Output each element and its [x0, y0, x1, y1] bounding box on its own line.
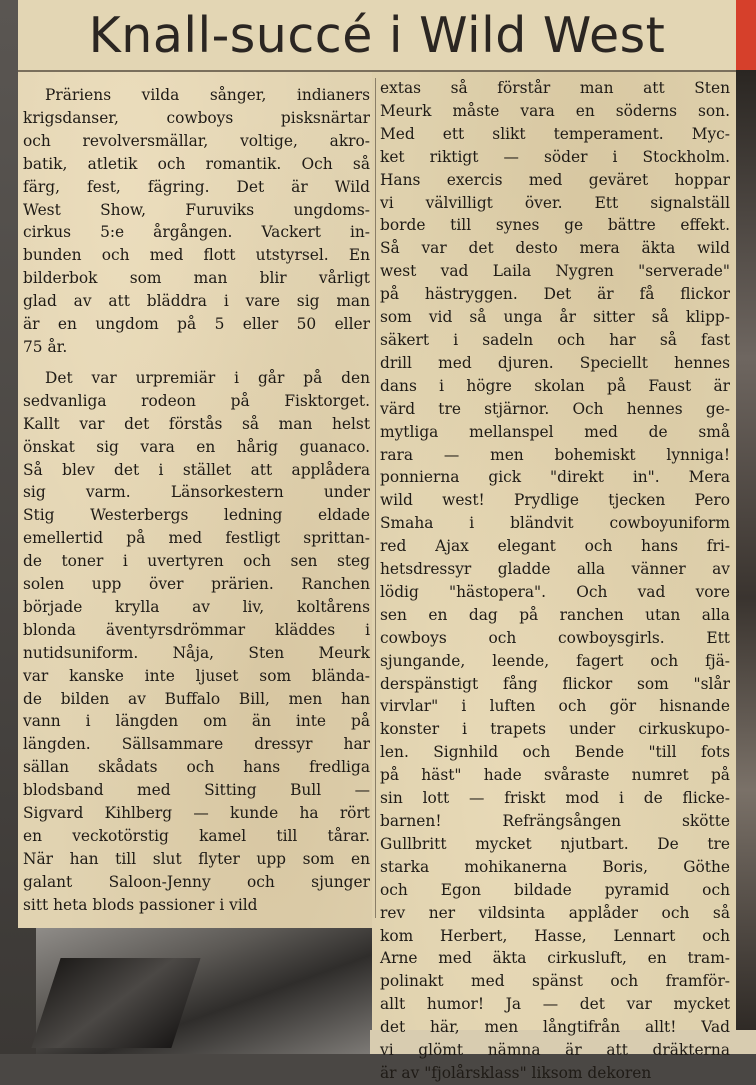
text-line: solen upp över prärien. Ranchen [23, 575, 370, 594]
text-line: blodsband med Sitting Bull — [23, 781, 370, 800]
headline: Knall-succé i Wild West [88, 6, 666, 64]
text-line: rara — men bohemiskt lynniga! [380, 445, 730, 464]
text-line: sjungande, leende, fagert och fjä- [380, 651, 730, 670]
text-line: bunden och med flott utstyrsel. En [23, 246, 370, 265]
text-line: nutidsuniform. Nåja, Sten Meurk [23, 643, 370, 662]
text-line: mytliga mellanspel med de små [380, 422, 730, 441]
text-line: färg, fest, fägring. Det är Wild [23, 177, 370, 196]
text-line: Så var det desto mera äkta wild [380, 239, 730, 258]
text-line: vann i längden om än inte på [23, 712, 370, 731]
text-line: vi glömt nämna är att dräkterna [380, 1041, 730, 1060]
text-line: blonda äventyrsdrömmar kläddes i [23, 620, 370, 639]
text-line: Med ett slikt temperament. Myc- [380, 124, 730, 143]
text-line: galant Saloon-Jenny och sjunger [23, 872, 370, 891]
text-line: polinakt med spänst och framför- [380, 972, 730, 991]
photo-edge-right [734, 70, 756, 1030]
text-line: 75 år. [23, 337, 68, 356]
text-line: West Show, Furuviks ungdoms- [23, 200, 370, 219]
paragraph-2 [23, 367, 370, 917]
text-line: bilderbok som man blir vårligt [23, 269, 370, 288]
text-line: Så blev det i stället att applådera [23, 460, 370, 479]
text-line: började krylla av liv, koltårens [23, 597, 370, 616]
text-line: Kallt var det förstås så man helst [23, 414, 370, 433]
text-line: var kanske inte ljuset som blända- [23, 666, 370, 685]
text-line: är av "fjolårsklass" liksom dekoren [380, 1063, 652, 1082]
text-line: glad av att bläddra i vare sig man [23, 292, 370, 311]
text-line: sitt heta blods passioner i vild [23, 895, 258, 914]
text-line: Gullbritt mycket njutbart. De tre [380, 834, 730, 853]
text-line: sen en dag på ranchen utan alla [380, 605, 730, 624]
text-line: starka mohikanerna Boris, Göthe [380, 857, 730, 876]
text-line: wild west! Prydlige tjecken Pero [380, 491, 730, 510]
text-line: rev ner vildsinta applåder och så [380, 903, 730, 922]
text-line: längden. Sällsammare dressyr har [23, 735, 370, 754]
article-column-right [380, 77, 730, 1085]
text-line: som vid så unga år sitter så klipp- [380, 308, 730, 327]
text-line: west vad Laila Nygren "serverade" [380, 262, 730, 281]
text-line: konster i trapets under cirkuskupo- [380, 720, 730, 739]
text-line: sig varm. Länsorkestern under [23, 483, 370, 502]
paragraph-1 [23, 84, 370, 359]
text-line: len. Signhild och Bende "till fots [380, 743, 730, 762]
text-line: säkert i sadeln och har så fast [380, 330, 730, 349]
headline-rule [18, 70, 736, 72]
text-line: Präriens vilda sånger, indianers [45, 86, 370, 104]
text-line: batik, atletik och romantik. Och så [23, 154, 370, 173]
text-line: Sigvard Kihlberg — kunde ha rört [23, 804, 370, 823]
text-line: virvlar" i luften och gör hisnande [380, 697, 730, 716]
text-line: Stig Westerbergs ledning eldade [23, 506, 370, 525]
text-line: barnen! Refrängsången skötte [380, 812, 730, 830]
text-line: allt humor! Ja — det var mycket [380, 995, 730, 1014]
text-line: på häst" hade svåraste numret på [380, 766, 730, 785]
text-line: När han till slut flyter upp som en [23, 849, 370, 868]
text-line: Smaha i bländvit cowboyuniform [380, 514, 730, 533]
text-line: och revolversmällar, voltige, akro- [23, 131, 370, 150]
text-line: lödig "hästopera". Och vad vore [380, 582, 730, 601]
red-paper-strip [734, 0, 756, 70]
text-line: krigsdanser, cowboys pisksnärtar [23, 108, 370, 127]
text-line: red Ajax elegant och hans fri- [380, 537, 730, 556]
text-line: sällan skådats och hans fredliga [23, 758, 370, 777]
text-line: de toner i uvertyren och sen steg [23, 552, 370, 571]
text-line: vi välvilligt över. Ett signalställ [380, 193, 730, 212]
text-line: hetsdressyr gladde alla vänner av [380, 560, 730, 579]
text-line: ket riktigt — söder i Stockholm. [380, 147, 730, 166]
text-line: värd tre stjärnor. Och hennes ge- [380, 399, 730, 418]
text-line: på hästryggen. Det är få flickor [380, 285, 730, 304]
text-line: extas så förstår man att Sten [380, 79, 730, 97]
text-line: drill med djuren. Speciellt hennes [380, 353, 730, 372]
text-line: cowboys och cowboysgirls. Ett [380, 628, 730, 647]
text-line: cirkus 5:e årgången. Vackert in- [23, 223, 370, 242]
text-line: det här, men långtifrån allt! Vad [380, 1018, 730, 1037]
text-line: Hans exercis med geväret hoppar [380, 170, 730, 189]
text-line: sin lott — friskt mod i de flicke- [380, 789, 730, 808]
text-line: sedvanliga rodeon på Fisktorget. [23, 391, 370, 410]
article-column-left [23, 84, 370, 917]
text-line: en veckotörstig kamel till tårar. [23, 827, 370, 845]
text-line: borde till synes ge bättre effekt. [380, 216, 730, 235]
text-line: ponnierna gick "direkt in". Mera [380, 468, 730, 487]
photo-bottom-left [36, 928, 372, 1054]
text-line: och Egon bildade pyramid och [380, 880, 730, 899]
text-line: dans i högre skolan på Faust är [380, 376, 730, 395]
text-line: Det var urpremiär i går på den [45, 368, 370, 387]
text-line: kom Herbert, Hasse, Lennart och [380, 926, 730, 945]
text-line: Meurk måste vara en söderns son. [380, 101, 730, 120]
text-line: är en ungdom på 5 eller 50 eller [23, 315, 370, 334]
text-line: derspänstigt fång flickor som "slår [380, 674, 730, 693]
column-divider [375, 78, 376, 918]
text-line: Arne med äkta cirkusluft, en tram- [380, 949, 730, 968]
text-line: de bilden av Buffalo Bill, men han [23, 689, 370, 708]
text-line: emellertid på med festligt sprittan- [23, 529, 370, 548]
text-line: önskat sig vara en hårig guanaco. [23, 437, 370, 456]
